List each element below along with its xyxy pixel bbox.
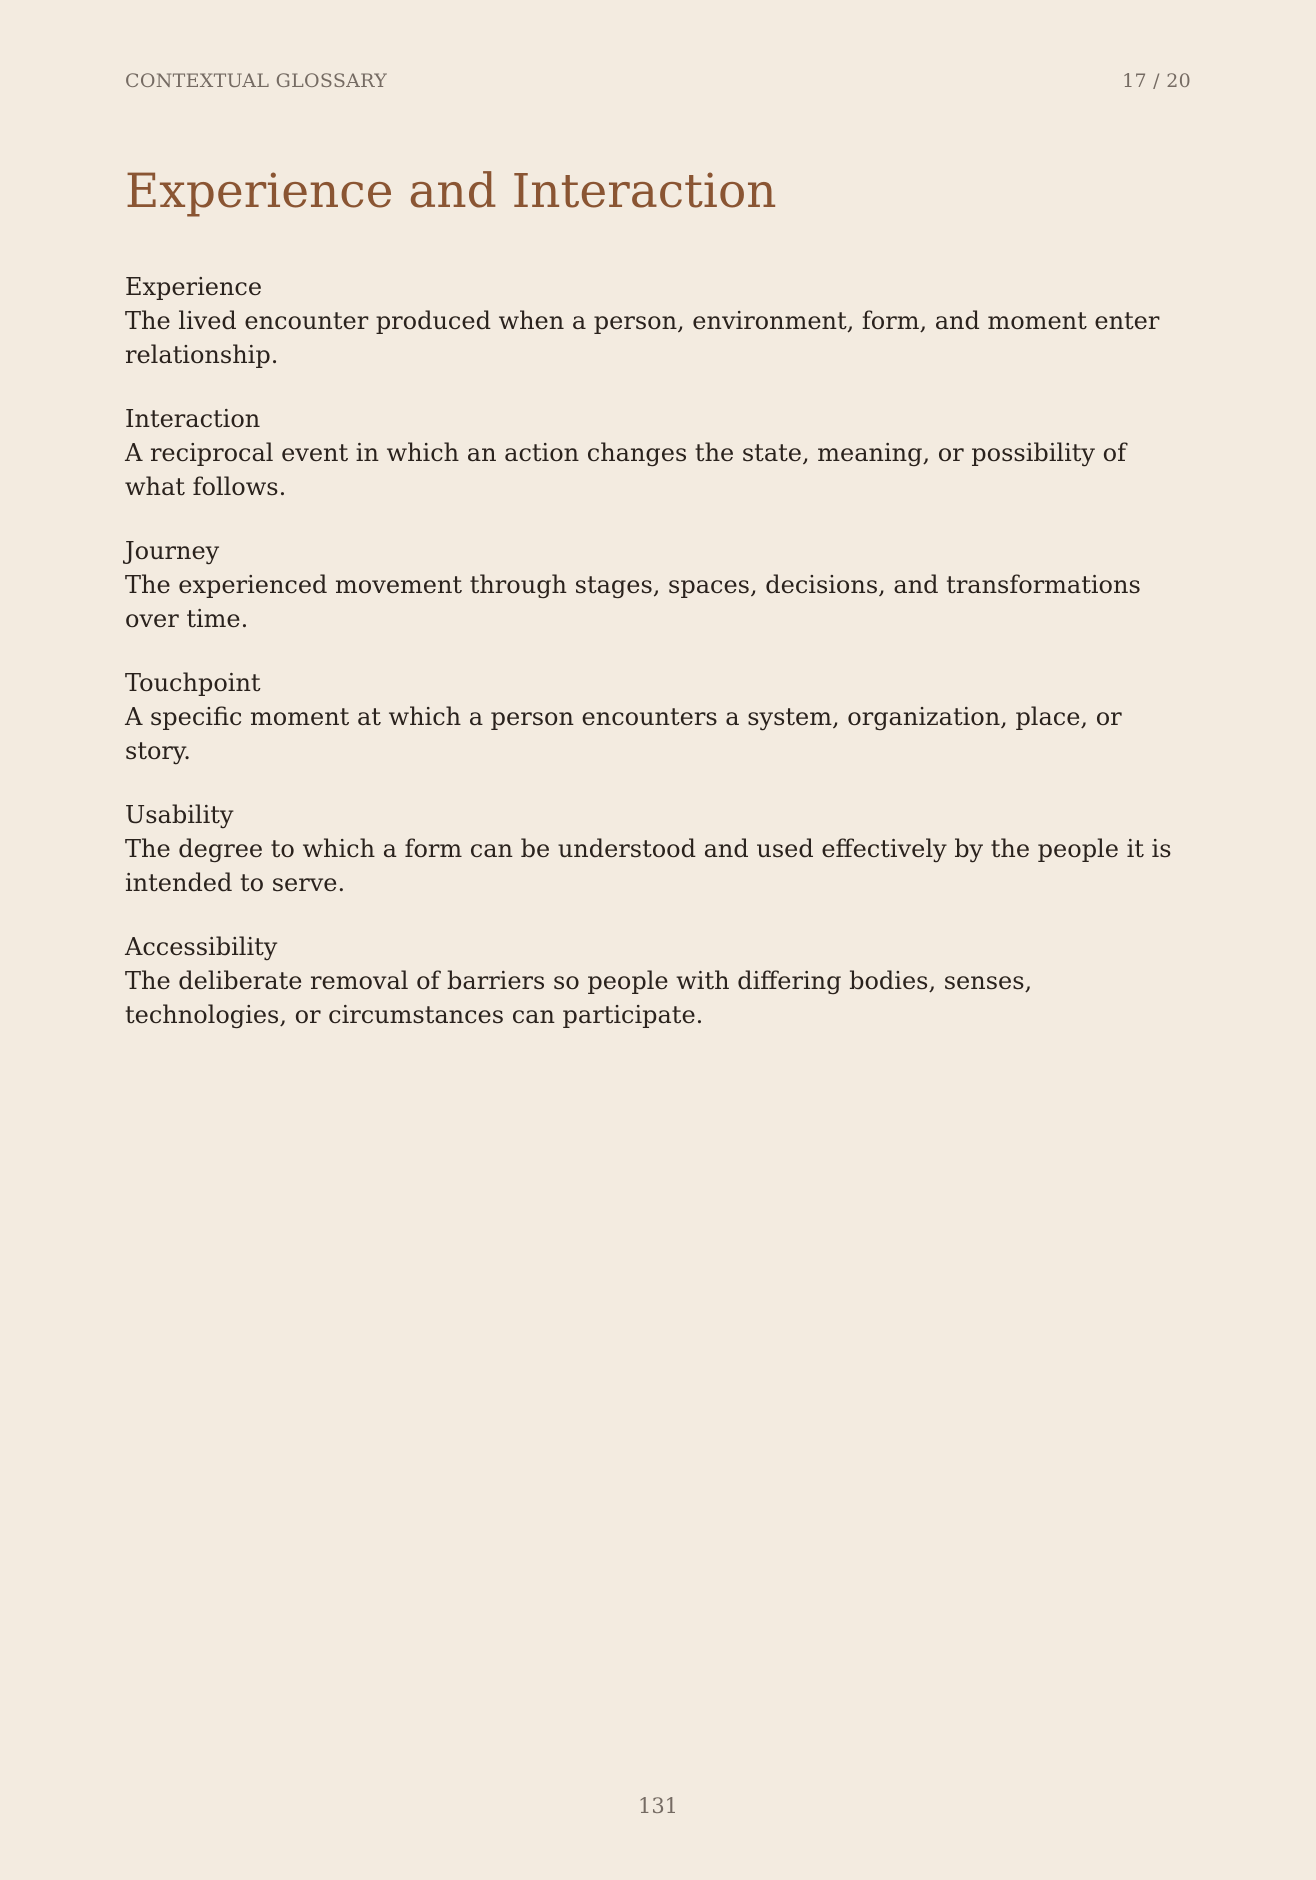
glossary-term: Accessibility bbox=[125, 933, 278, 961]
glossary-term: Touchpoint bbox=[125, 669, 261, 697]
glossary-definition: The degree to which a form can be understood and used effectively by the people it is intended to serve. bbox=[125, 835, 1172, 897]
glossary-definition: A reciprocal event in which an action changes the state, meaning, or possibility of what follows. bbox=[125, 439, 1126, 501]
glossary-term: Interaction bbox=[125, 405, 261, 433]
glossary-definition: The deliberate removal of barriers so people with differing bodies, senses, technologies, or circumstances can participate. bbox=[125, 967, 1033, 1029]
glossary-entry bbox=[125, 798, 1191, 900]
glossary-definition: A specific moment at which a person encounters a system, organization, place, or story. bbox=[125, 703, 1122, 765]
document-page bbox=[125, 0, 1191, 1880]
page-number: 131 bbox=[637, 1794, 679, 1818]
page-title: Experience and Interaction bbox=[125, 164, 777, 219]
glossary-definition: The experienced movement through stages, spaces, decisions, and transformations over time. bbox=[125, 571, 1141, 633]
section-label: CONTEXTUAL GLOSSARY bbox=[125, 70, 388, 92]
glossary-entry bbox=[125, 402, 1191, 504]
glossary-entry bbox=[125, 534, 1191, 636]
glossary-entry bbox=[125, 270, 1191, 372]
glossary-term: Journey bbox=[125, 537, 220, 565]
glossary-definition: The lived encounter produced when a person, environment, form, and moment enter relationship. bbox=[125, 307, 1160, 369]
glossary-term: Experience bbox=[125, 273, 263, 301]
page-indicator: 17 / 20 bbox=[1122, 70, 1191, 92]
glossary-entry bbox=[125, 930, 1191, 1032]
glossary-entry bbox=[125, 666, 1191, 768]
running-header bbox=[125, 70, 1191, 92]
glossary-term: Usability bbox=[125, 801, 234, 829]
glossary-list bbox=[125, 270, 1191, 1062]
